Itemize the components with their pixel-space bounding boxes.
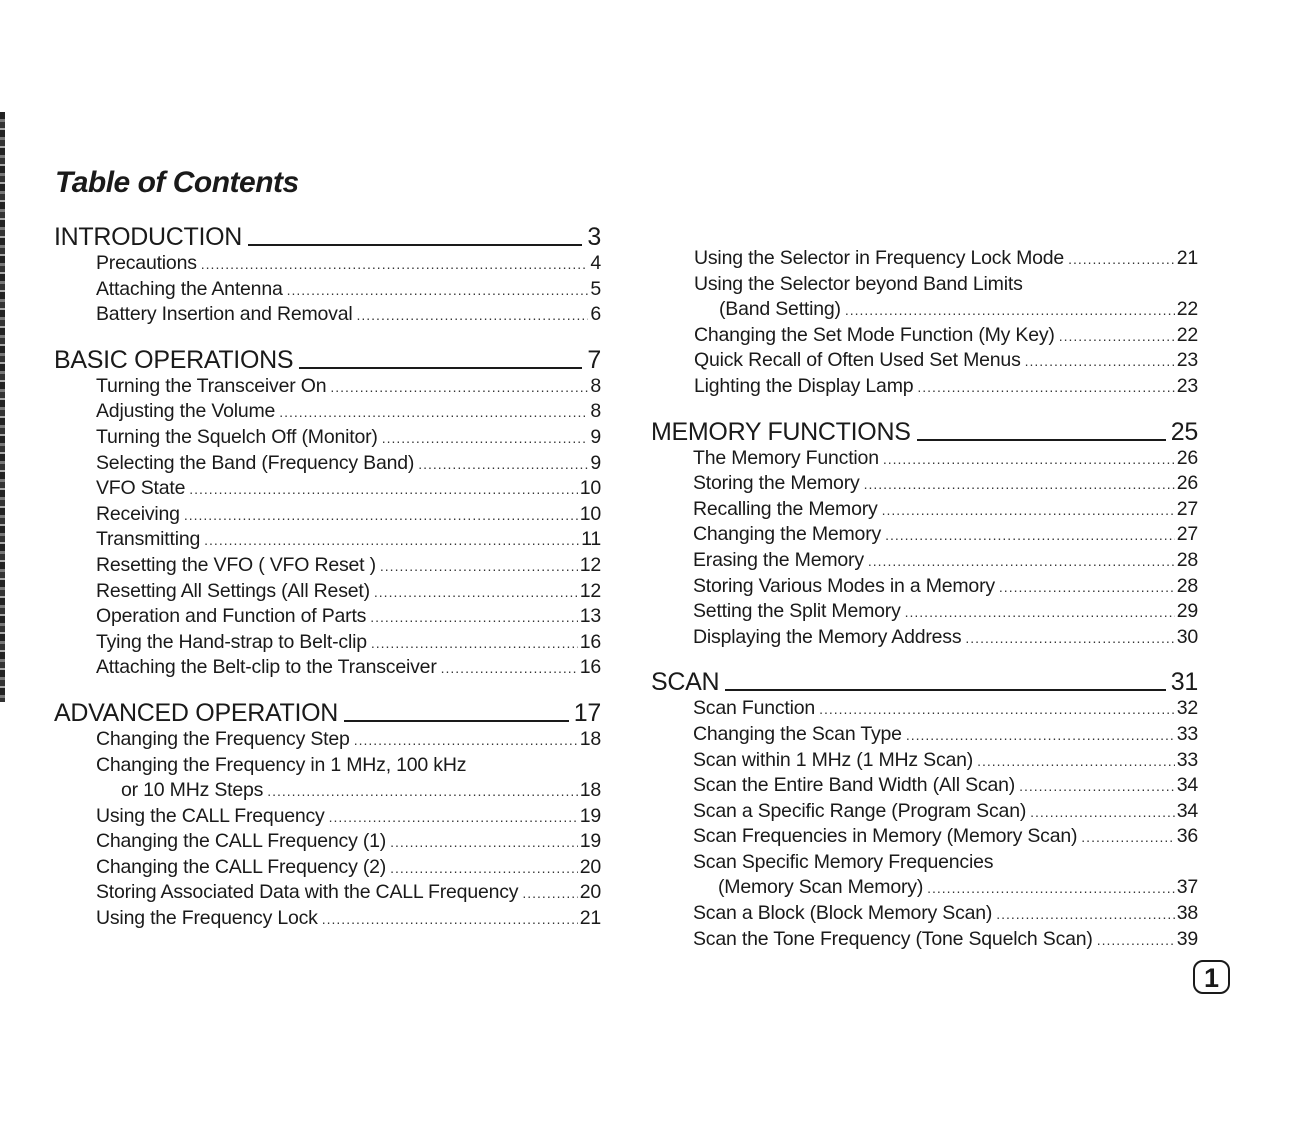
toc-continued-entries [651,247,1198,401]
toc-entry-title: Scan a Specific Range (Program Scan) [693,799,1027,822]
toc-entry-page: 16 [579,630,601,653]
toc-entry[interactable] [693,902,1198,928]
toc-entry-title: Changing the Frequency in 1 MHz, 100 kHz [96,753,467,776]
toc-entry-title: Scan Specific Memory Frequencies [693,850,994,873]
toc-entry-title: Battery Insertion and Removal [96,303,353,326]
toc-entry[interactable] [693,626,1198,652]
toc-entry-page: 27 [1176,523,1198,546]
toc-entry-page: 37 [1176,876,1198,899]
toc-entry-title-continued: (Band Setting) [719,298,841,321]
toc-entry-title: Changing the CALL Frequency (1) [96,830,387,853]
leader-dots [965,630,1174,646]
toc-entry-title: The Memory Function [693,446,879,469]
toc-entry-page: 27 [1176,497,1198,520]
leader-dots [371,635,578,651]
toc-entry-title-continued: or 10 MHz Steps [121,779,264,802]
toc-entry-page: 20 [579,881,601,904]
leader-dots [1068,251,1175,267]
toc-entry[interactable] [694,349,1198,375]
leader-dots [906,727,1175,743]
leader-dots [322,911,578,927]
toc-entry[interactable] [96,503,601,529]
toc-entry[interactable] [96,375,601,401]
toc-section [54,695,601,933]
leader-dots [885,527,1175,543]
toc-entry-page: 12 [579,553,601,576]
toc-entry[interactable] [96,554,601,580]
section-page: 31 [1170,668,1198,697]
toc-entry-title: Changing the CALL Frequency (2) [96,855,387,878]
leader-dots [1081,829,1174,845]
toc-entry[interactable] [694,273,1198,299]
toc-entry-title-continued: (Memory Scan Memory) [718,876,924,899]
toc-entry-title: Using the CALL Frequency [96,804,325,827]
toc-entry-page: 10 [579,502,601,525]
toc-entry[interactable] [693,472,1198,498]
toc-entry-page: 23 [1176,349,1198,372]
toc-entry-title: Precautions [96,252,197,274]
toc-left-column [54,219,601,933]
toc-entry-page: 30 [1176,625,1198,648]
toc-entry-page: 32 [1176,697,1198,720]
toc-entry-page: 26 [1176,446,1198,469]
toc-entry-page: 34 [1176,774,1198,797]
toc-entry-title: Changing the Memory [693,523,882,546]
toc-entry-title: Operation and Function of Parts [96,605,367,628]
leader-dots [189,481,577,497]
toc-entry[interactable] [693,697,1198,723]
toc-section [54,342,601,682]
toc-entry[interactable] [694,324,1198,350]
section-heading[interactable] [651,664,1198,697]
section-rule [344,720,569,722]
toc-entry-page: 29 [1176,600,1198,623]
toc-entry-title: Scan the Entire Band Width (All Scan) [693,774,1016,797]
toc-entry[interactable] [96,400,601,426]
toc-entry-title: Erasing the Memory [693,548,864,571]
section-page: 7 [587,345,601,374]
toc-entry-page: 22 [1176,298,1198,321]
toc-entry-title: Storing Associated Data with the CALL Frequency [96,881,519,904]
toc-entry-page: 6 [590,303,601,326]
leader-dots [996,906,1175,922]
toc-entry-page: 4 [590,252,601,274]
leader-dots [380,558,578,574]
toc-entry-page: 10 [579,477,601,500]
leader-dots [357,307,589,323]
section-heading[interactable] [54,219,601,252]
toc-entry[interactable] [693,549,1198,575]
toc-entry-title: Scan a Block (Block Memory Scan) [693,902,993,925]
toc-entry[interactable] [96,728,601,754]
leader-dots [999,579,1175,595]
toc-entry[interactable] [96,278,601,304]
toc-entry-title: Storing Various Modes in a Memory [693,574,995,597]
toc-entry[interactable] [96,605,601,631]
toc-entry-title: Receiving [96,502,180,525]
toc-entry[interactable] [694,247,1198,273]
leader-dots [330,379,588,395]
toc-entry-page: 21 [579,907,601,930]
toc-entry-title: Tying the Hand-strap to Belt-clip [96,630,367,653]
toc-entry[interactable] [693,825,1198,851]
toc-entry[interactable] [96,631,601,657]
toc-entry[interactable] [693,749,1198,775]
toc-entry-page: 11 [581,528,601,551]
toc-entry-page: 13 [579,605,601,628]
toc-entry[interactable] [693,800,1198,826]
toc-entry-title: Scan the Tone Frequency (Tone Squelch Scan) [693,927,1093,950]
toc-entry-page: 8 [590,400,601,423]
leader-dots [441,660,578,676]
toc-entry-title: Scan within 1 MHz (1 MHz Scan) [693,748,974,771]
toc-entry-title: Attaching the Antenna [96,277,283,300]
toc-entry-title: Setting the Split Memory [693,600,901,623]
toc-entry-title: Using the Selector beyond Band Limits [694,272,1023,295]
toc-entry-title: Changing the Set Mode Function (My Key) [694,323,1055,346]
toc-entry-page: 22 [1176,323,1198,346]
toc-entry-continuation[interactable] [693,876,1198,902]
section-rule [917,439,1166,441]
toc-entry-page: 33 [1176,722,1198,745]
leader-dots [201,256,589,272]
section-entries [54,375,601,682]
leader-dots [1030,804,1175,820]
toc-entry[interactable] [693,523,1198,549]
leader-dots [977,753,1175,769]
toc-entry-page: 28 [1176,574,1198,597]
leader-dots [287,282,589,298]
section-rule [725,689,1166,691]
leader-dots [845,302,1175,318]
leader-dots [374,584,578,600]
toc-entry-title: Turning the Transceiver On [96,374,327,397]
toc-entry[interactable] [96,656,601,682]
toc-entry-page: 38 [1176,902,1198,925]
leader-dots [905,604,1175,620]
toc-entry[interactable] [96,856,601,882]
toc-entry-page: 18 [579,779,601,802]
toc-entry-title: Resetting All Settings (All Reset) [96,579,370,602]
scan-binding-edge [0,112,5,702]
leader-dots [1025,353,1175,369]
toc-entry[interactable] [96,452,601,478]
toc-entry[interactable] [96,881,601,907]
section-entries [54,728,601,933]
toc-entry[interactable] [96,528,601,554]
toc-entry[interactable] [693,600,1198,626]
toc-entry-continuation[interactable] [694,298,1198,324]
section-title: INTRODUCTION [54,223,243,251]
leader-dots [1019,778,1175,794]
toc-entry-page: 33 [1176,748,1198,771]
leader-dots [418,456,588,472]
section-page: 25 [1170,417,1198,446]
toc-entry-title: Quick Recall of Often Used Set Menus [694,349,1021,372]
section-heading[interactable] [54,342,601,375]
toc-entry-title: Lighting the Display Lamp [694,374,914,397]
page-title: Table of Contents [55,166,299,199]
leader-dots [370,609,577,625]
section-entries [651,697,1198,953]
toc-entry-page: 16 [579,656,601,679]
leader-dots [184,507,578,523]
toc-entry[interactable] [693,498,1198,524]
toc-entry-title: Scan Function [693,697,816,720]
toc-entry-page: 34 [1176,799,1198,822]
leader-dots [390,860,578,876]
toc-entry-page: 26 [1176,472,1198,495]
toc-entry[interactable] [96,477,601,503]
toc-entry[interactable] [96,754,601,780]
toc-section [54,219,601,329]
toc-entry-title: Turning the Squelch Off (Monitor) [96,425,378,448]
toc-section [651,414,1198,652]
leader-dots [883,451,1175,467]
toc-entry[interactable] [693,575,1198,601]
leader-dots [354,732,578,748]
toc-entry[interactable] [96,805,601,831]
leader-dots [1059,328,1175,344]
leader-dots [522,885,577,901]
leader-dots [927,880,1175,896]
section-title: ADVANCED OPERATION [54,698,338,727]
toc-entry-page: 23 [1176,374,1198,397]
section-heading[interactable] [651,414,1198,447]
leader-dots [279,404,588,420]
toc-entry-title: Attaching the Belt-clip to the Transceiver [96,656,437,679]
section-rule [299,367,582,369]
leader-dots [864,476,1175,492]
toc-entry-page: 28 [1176,548,1198,571]
toc-entry-title: Changing the Frequency Step [96,727,350,750]
section-title: MEMORY FUNCTIONS [651,417,911,446]
section-rule [248,244,582,246]
leader-dots [267,783,577,799]
leader-dots [1097,932,1175,948]
toc-entry[interactable] [96,426,601,452]
toc-entry-title: VFO State [96,477,186,500]
toc-entry-page: 19 [579,804,601,827]
toc-entry-continuation[interactable] [96,779,601,805]
toc-entry[interactable] [96,303,601,329]
section-title: SCAN [651,668,720,697]
toc-entry-page: 20 [579,855,601,878]
toc-entry[interactable] [96,252,601,278]
toc-entry-title: Storing the Memory [693,472,860,495]
section-heading[interactable] [54,695,601,728]
toc-entry-page: 8 [590,374,601,397]
toc-entry-title: Adjusting the Volume [96,400,276,423]
leader-dots [868,553,1175,569]
toc-entry-page: 18 [579,727,601,750]
leader-dots [882,502,1175,518]
toc-entry-title: Resetting the VFO ( VFO Reset ) [96,553,376,576]
toc-right-column [651,247,1198,953]
section-entries [651,447,1198,652]
leader-dots [819,701,1175,717]
toc-entry-page: 21 [1176,247,1198,269]
toc-entry-page: 39 [1176,927,1198,950]
toc-entry-page: 9 [590,451,601,474]
section-page: 3 [587,223,601,251]
toc-entry[interactable] [693,774,1198,800]
leader-dots [204,532,579,548]
section-entries [54,252,601,329]
toc-entry-title: Changing the Scan Type [693,722,902,745]
toc-section [651,664,1198,953]
leader-dots [382,430,589,446]
page-number-badge: 1 [1193,960,1230,994]
toc-entry-title: Transmitting [96,528,201,551]
toc-entry[interactable] [96,830,601,856]
toc-entry-title: Using the Frequency Lock [96,907,318,930]
toc-entry[interactable] [693,928,1198,954]
toc-entry-page: 12 [579,579,601,602]
toc-entry[interactable] [693,447,1198,473]
toc-entry[interactable] [693,723,1198,749]
toc-entry-page: 5 [590,277,601,300]
toc-entry-page: 19 [579,830,601,853]
leader-dots [329,809,578,825]
toc-entry-title: Scan Frequencies in Memory (Memory Scan) [693,825,1078,848]
toc-entry[interactable] [96,907,601,933]
toc-entry[interactable] [693,851,1198,877]
toc-entry-page: 9 [590,425,601,448]
toc-entry-title: Using the Selector in Frequency Lock Mode [694,247,1065,269]
toc-entry-title: Displaying the Memory Address [693,625,962,648]
toc-entry-title: Selecting the Band (Frequency Band) [96,451,415,474]
leader-dots [390,834,578,850]
section-page: 17 [573,698,601,727]
toc-entry[interactable] [694,375,1198,401]
toc-entry-page: 36 [1176,825,1198,848]
section-title: BASIC OPERATIONS [54,345,294,374]
leader-dots [917,379,1174,395]
toc-entry-title: Recalling the Memory [693,497,878,520]
toc-entry[interactable] [96,580,601,606]
